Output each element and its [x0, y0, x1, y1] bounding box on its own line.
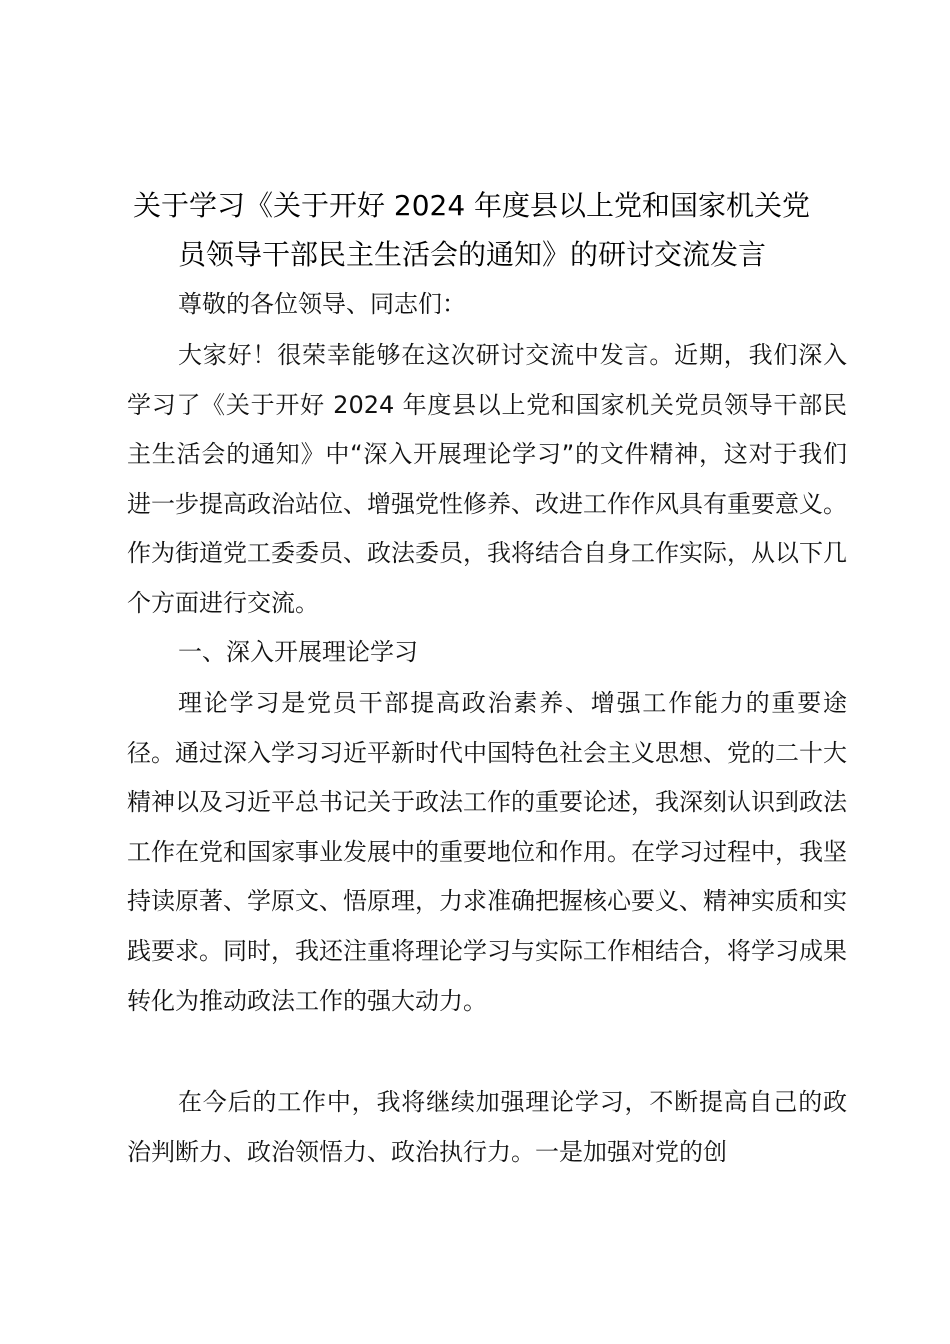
section-heading: 一、深入开展理论学习: [178, 638, 418, 666]
document-title-line-2: 员领导干部民主生活会的通知》的研讨交流发言: [178, 238, 767, 271]
paragraph-opening: 大家好！很荣幸能够在这次研讨交流中发言。近期，我们深入学习了《关于开好 2024 年度县以上党和国家机关党员领导干部民主生活会的通知》中“深入开展理论学习”的文件精神，这对于我们进一步提高政治站位、增强党性修养、改进工作作风具有重要意义。作为街道党工委委员、政法委员，我将结合自身工作实际，从以下几个方面进行交流。: [127, 341, 847, 617]
document-title-line-1: 关于学习《关于开好 2024 年度县以上党和国家机关党: [133, 189, 811, 222]
greeting: 尊敬的各位领导、同志们：: [178, 290, 466, 318]
paragraph-theory-study: 理论学习是党员干部提高政治素养、增强工作能力的重要途径。通过深入学习习近平新时代中国特色社会主义思想、党的二十大精神以及习近平总书记关于政法工作的重要论述，我深刻认识到政法工作在党和国家事业发展中的重要地位和作用。在学习过程中，我坚持读原著、学原文、悟原理，力求准确把握核心要义、精神实质和实践要求。同时，我还注重将理论学习与实际工作相结合，将学习成果转化为推动政法工作的强大动力。: [127, 689, 847, 1015]
paragraph-future-work: 在今后的工作中，我将继续加强理论学习，不断提高自己的政治判断力、政治领悟力、政治执行力。一是加强对党的创: [127, 1088, 847, 1166]
